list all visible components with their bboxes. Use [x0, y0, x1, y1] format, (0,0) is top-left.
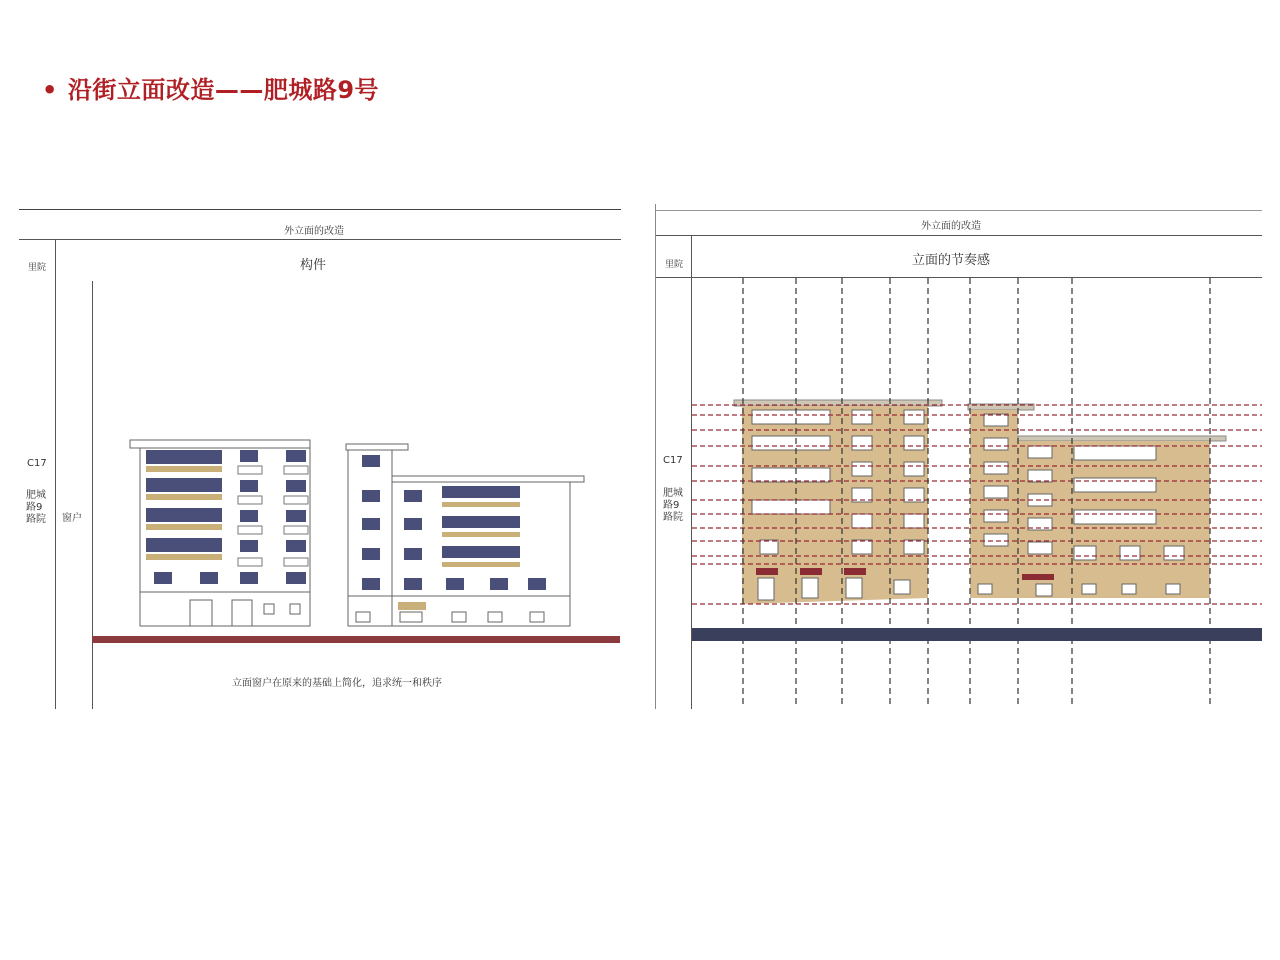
right-row-address: 肥城路9路院 — [663, 488, 683, 523]
left-component-label: 窗户 — [62, 513, 82, 524]
left-col1-header: 里院 — [28, 263, 47, 273]
right-panel-header: 外立面的改造 — [921, 221, 981, 232]
right-col2-header: 立面的节奏感 — [912, 253, 991, 268]
right-col1-header: 里院 — [665, 260, 684, 270]
facade-block-b — [968, 404, 1226, 598]
right-ground-line — [692, 628, 1262, 641]
left-panel-header: 外立面的改造 — [284, 226, 344, 237]
title-bullet: • — [42, 76, 58, 104]
title-text: 沿街立面改造——肥城路9号 — [67, 76, 380, 104]
right-row-code: C17 — [663, 455, 683, 466]
left-row-address: 肥城路9路院 — [26, 490, 46, 525]
left-caption: 立面窗户在原来的基础上简化，追求统一和秩序 — [232, 678, 442, 689]
left-col2-header: 构件 — [300, 258, 327, 273]
left-row-code: C17 — [27, 458, 47, 469]
